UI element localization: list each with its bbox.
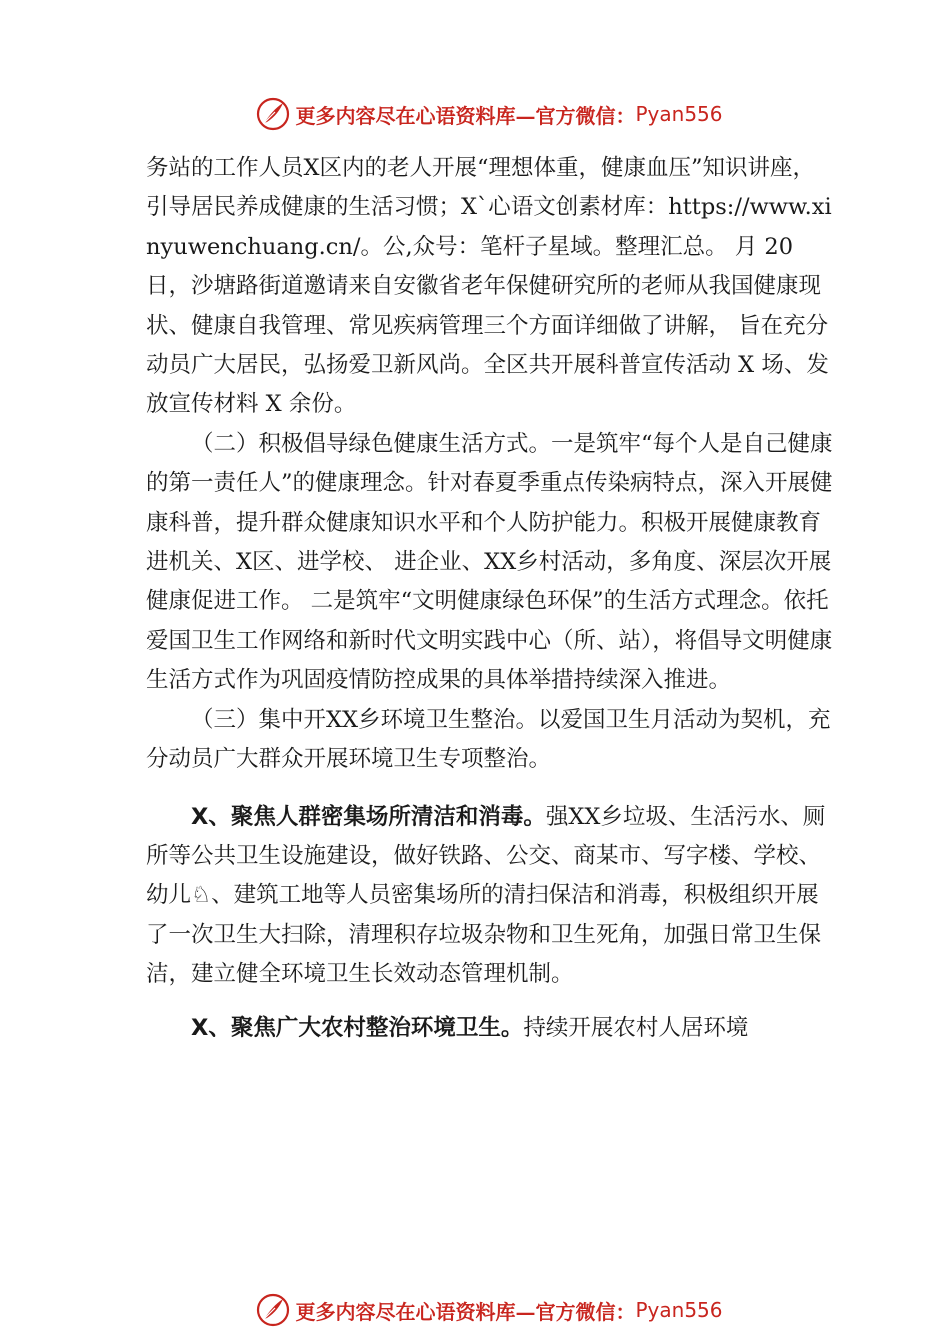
paragraph-2: （二）积极倡导绿色健康生活方式。一是筑牢“每个人是自己健康的第一责任人”的健康理念。针对春夏季重点传染病特点，深入开展健康科普，提升群众健康知识水平和个人防护能力。积极开展健康教育进机关、X区、进学校、 进企业、XX乡村活动，多角度、深层次开展健康促进工作。 二是筑牢“文明健康绿色环保”的生活方式理念。依托爱国卫生工作网络和新时代文明实践中心（所、站），将倡导文明健康生活方式作为巩固疫情防控成果的具体举措持续深入推进。: [146, 430, 833, 694]
paragraph-4-heading: X、聚焦人群密集场所清洁和消毒。: [191, 803, 546, 830]
footer-banner-text: 更多内容尽在心语资料库—官方微信：: [295, 1299, 636, 1324]
paragraph-5-body: 持续开展农村人居环境: [523, 1014, 749, 1041]
footer-banner-inner: [255, 1292, 722, 1328]
header-banner: [0, 94, 950, 134]
paragraph-4: [146, 798, 836, 995]
paragraph-4-body: 强XX乡垃圾、生活污水、厕所等公共卫生设施建设，做好铁路、公交、商某市、写字楼、学校、幼儿♘、建筑工地等人员密集场所的清扫保洁和消毒，积极组织开展了一次卫生大扫除，清理积存垃圾杂物和卫生死角，加强日常卫生保洁，建立健全环境卫生长效动态管理机制。: [146, 803, 826, 988]
document-body: [146, 149, 836, 1048]
paragraph-5-heading: X、聚焦广大农村整治环境卫生。: [191, 1014, 524, 1041]
paragraph-5: [146, 1009, 836, 1048]
footer-banner: [0, 1290, 950, 1330]
quill-logo-icon: [255, 96, 291, 132]
header-banner-inner: [255, 96, 722, 132]
paragraph-1: 务站的工作人员X区内的老人开展“理想体重，健康血压”知识讲座，引导居民养成健康的生活习惯；X`心语文创素材库：https://www.xinyuwenchuang.cn/。公,众号：笔杆子星域。整理汇总。 月 20 日，沙塘路街道邀请来自安徽省老年保健研究所的老师从我国健康现状、健康自我管理、常见疾病管理三个方面详细做了讲解， 旨在充分动员广大居民，弘扬爱卫新风尚。全区共开展科普宣传活动 X 场、发放宣传材料 X 余份。: [146, 155, 832, 418]
paragraph-3: （三）集中开XX乡环境卫生整治。以爱国卫生月活动为契机，充分动员广大群众开展环境卫生专项整治。: [146, 706, 831, 773]
quill-logo-icon: [255, 1292, 291, 1328]
header-banner-text: 更多内容尽在心语资料库—官方微信：: [295, 103, 636, 128]
header-banner-wechat-id: Pyan556: [635, 102, 723, 126]
footer-banner-wechat-id: Pyan556: [635, 1298, 723, 1322]
